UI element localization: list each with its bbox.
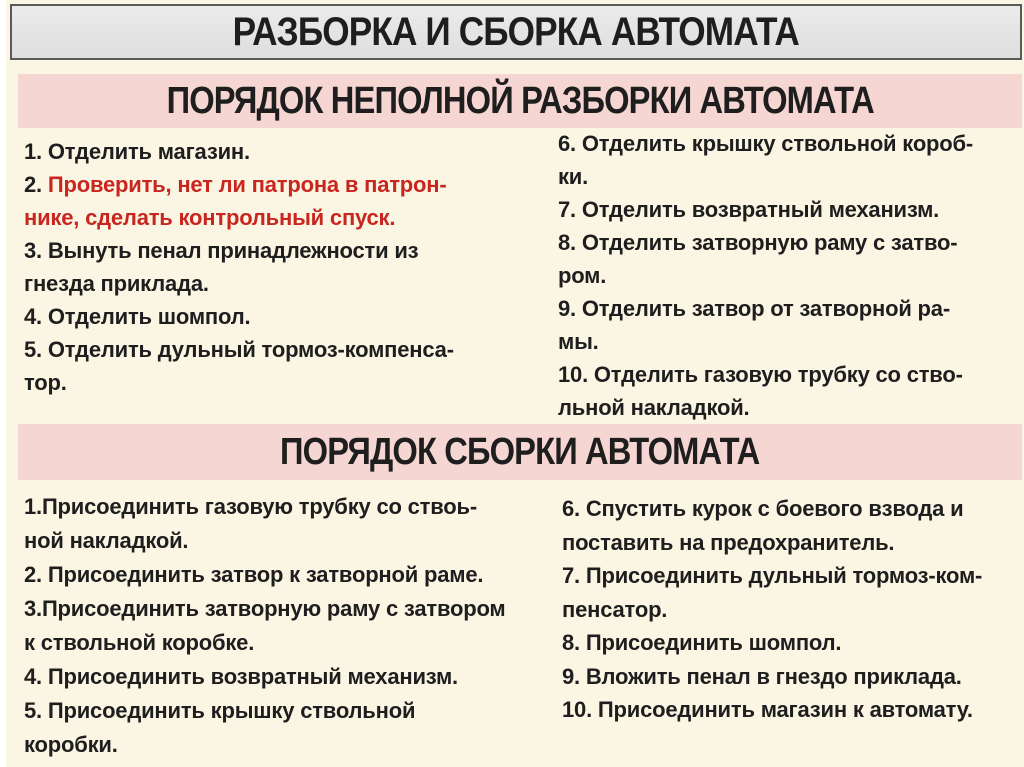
list-item: 7. Отделить возвратный механизм. [558,197,940,222]
list-item: 8. Отделить затворную раму с затво- [558,230,958,255]
list-item: 4. Отделить шомпол. [24,304,251,329]
list-item [24,168,454,201]
list-item: 3. Вынуть пенал принадлежности из [24,238,419,263]
step-number: 2. [24,172,48,197]
list-item: 10. Отделить газовую трубку со ство- [558,362,963,387]
list-item: ки. [558,164,589,189]
assembly-heading-text: ПОРЯДОК СБОРКИ АВТОМАТА [280,430,760,473]
list-item: 2. Присоединить затвор к затворной раме. [24,562,484,587]
assembly-steps-left [24,490,505,762]
list-item: 9. Отделить затвор от затворной ра- [558,296,950,321]
list-item: ной накладкой. [24,528,189,553]
list-item: нике, сделать контрольный спуск. [24,205,396,230]
list-item: пенсатор. [562,596,668,622]
assembly-heading [18,424,1022,480]
disassembly-heading-text: ПОРЯДОК НЕПОЛНОЙ РАЗБОРКИ АВТОМАТА [166,79,874,122]
list-item: 7. Присоединить дульный тормоз-ком- [562,563,983,588]
list-item: 8. Присоединить шомпол. [562,630,842,655]
list-item: ром. [558,263,607,288]
page-title-text: РАЗБОРКА И СБОРКА АВТОМАТА [232,9,800,54]
list-item: тор. [24,370,67,395]
disassembly-steps-right [558,127,973,424]
list-item: 9. Вложить пенал в гнездо приклада. [562,663,962,689]
list-item: 1. Отделить магазин. [24,139,250,164]
list-item: гнезда приклада. [24,271,209,296]
list-item: 3.Присоединить затворную раму с затвором [24,596,506,621]
list-item: льной накладкой. [558,395,750,420]
list-item: 5. Присоединить крышку ствольной [24,698,416,723]
list-item: к ствольной коробке. [24,630,255,655]
list-item: поставить на предохранитель. [562,529,895,555]
highlighted-step-text: Проверить, нет ли патрона в патрон- [47,172,447,197]
assembly-steps-right [562,492,982,727]
list-item: 10. Присоединить магазин к автомату. [562,697,973,722]
disassembly-steps-left [24,135,454,399]
list-item: мы. [558,329,599,354]
list-item: коробки. [24,732,118,757]
list-item: 4. Присоединить возвратный механизм. [24,664,458,689]
disassembly-heading [18,74,1022,128]
list-item: 1.Присоединить газовую трубку со ствоь- [24,494,477,519]
list-item: 5. Отделить дульный тормоз-компенса- [24,337,454,362]
page-title [10,4,1022,60]
list-item: 6. Спустить курок с боевого взвода и [562,496,964,521]
list-item: 6. Отделить крышку ствольной короб- [558,131,974,156]
